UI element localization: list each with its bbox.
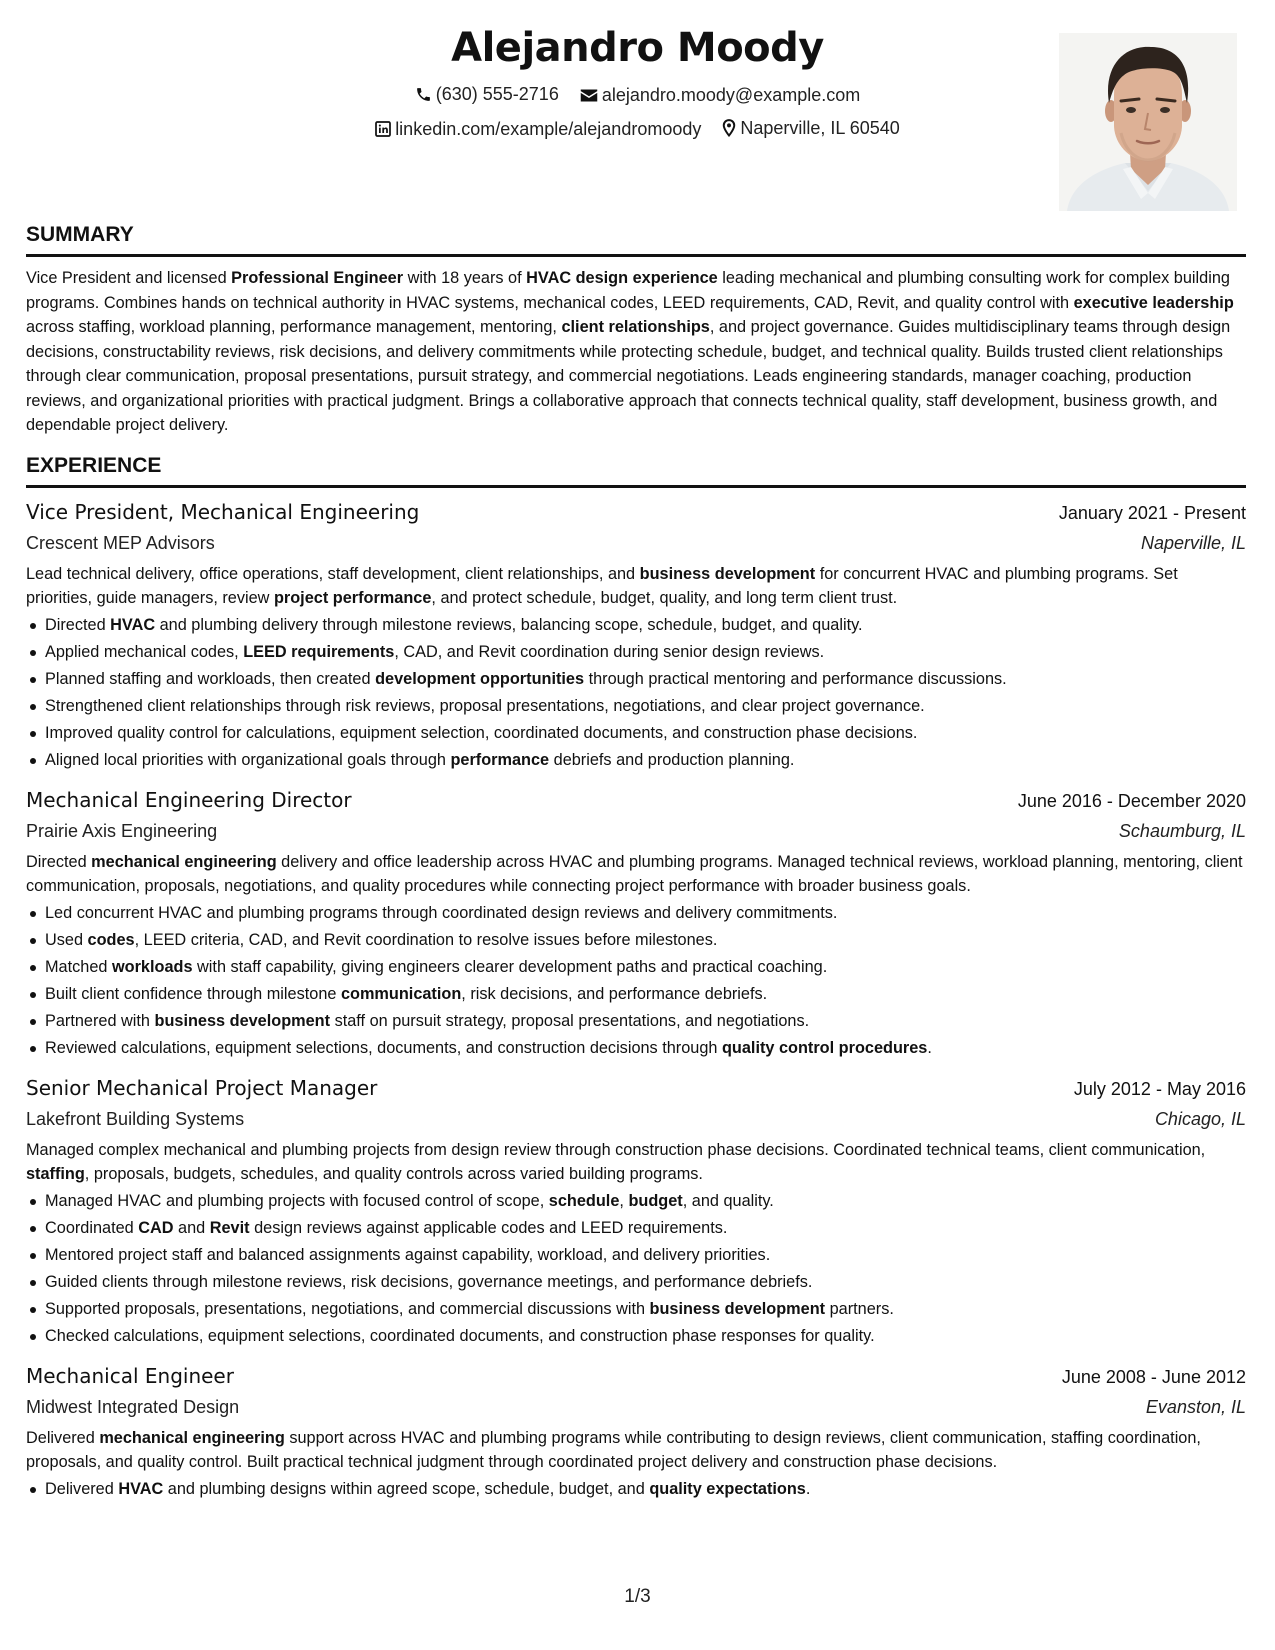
text-segment: Vice President and licensed (26, 269, 232, 287)
job-bullet (26, 639, 1246, 666)
emphasis-text: workloads (111, 957, 193, 976)
emphasis-text: mechanical engineering (99, 1428, 285, 1447)
job-company: Lakefront Building Systems (26, 1108, 245, 1129)
bullet-dot-icon (30, 1253, 36, 1259)
map-pin-icon (722, 119, 736, 137)
job-bullet (26, 1008, 1246, 1035)
location-text: Naperville, IL 60540 (740, 117, 900, 138)
text-segment: , and protect schedule, budget, quality, and long term client trust. (431, 589, 898, 607)
job-subheader (26, 1104, 1246, 1134)
emphasis-text: project performance (273, 589, 432, 607)
summary-divider (26, 254, 1246, 257)
resume-header (300, 22, 975, 142)
emphasis-text: Revit (209, 1218, 250, 1237)
job-header (26, 785, 1246, 816)
profile-photo (1059, 33, 1237, 211)
page-number: 1/3 (624, 1586, 651, 1607)
text-segment: Used (45, 930, 88, 949)
job-title: Mechanical Engineering Director (26, 787, 352, 812)
text-segment: Managed complex mechanical and plumbing projects from design review through construction phase decisions. Coordinated technical teams, client communication, (26, 1140, 1206, 1159)
text-segment: Coordinated (45, 1218, 139, 1237)
contact-line-1 (300, 83, 975, 108)
job-header (26, 1073, 1246, 1104)
job-entry (26, 785, 1246, 1062)
emphasis-text: quality control procedures (721, 1038, 928, 1057)
job-location: Schaumburg, IL (1118, 820, 1246, 841)
job-subheader (26, 528, 1246, 558)
bullet-dot-icon (30, 1199, 36, 1205)
text-segment: Guided clients through milestone reviews, risk decisions, governance meetings, and performance debriefs. (45, 1272, 813, 1291)
resume-body (26, 222, 1246, 1514)
experience-heading: EXPERIENCE (26, 453, 162, 477)
emphasis-text: HVAC (110, 615, 156, 634)
emphasis-text: LEED requirements (243, 642, 395, 661)
text-segment: and plumbing designs within agreed scope, schedule, budget, and (163, 1479, 650, 1498)
text-segment: . (927, 1038, 932, 1057)
job-bullet (26, 1323, 1246, 1350)
bullet-dot-icon (30, 650, 36, 656)
job-bullet (26, 1476, 1246, 1503)
job-company: Crescent MEP Advisors (26, 532, 215, 553)
text-segment: with staff capability, giving engineers clearer development paths and practical coaching. (192, 957, 828, 976)
linkedin-url[interactable]: linkedin.com/example/alejandromoody (395, 118, 702, 139)
text-segment: Applied mechanical codes, (45, 642, 244, 661)
text-segment: across staffing, workload planning, performance management, mentoring, (26, 318, 562, 336)
bullet-dot-icon (30, 677, 36, 683)
job-bullet (26, 927, 1246, 954)
job-bullet-list (26, 1476, 1246, 1503)
text-segment: Directed (26, 852, 92, 871)
contact-location (722, 117, 899, 139)
text-segment: staff on pursuit strategy, proposal presentations, and negotiations. (330, 1011, 810, 1030)
job-dates: July 2012 - May 2016 (1073, 1078, 1246, 1099)
job-company: Prairie Axis Engineering (26, 820, 218, 841)
job-bullet (26, 693, 1246, 720)
bullet-dot-icon (30, 1019, 36, 1025)
bullet-dot-icon (30, 1307, 36, 1313)
text-segment: design reviews against applicable codes and LEED requirements. (249, 1218, 728, 1237)
text-segment: , and quality. (682, 1191, 774, 1210)
text-segment: , proposals, budgets, schedules, and quality controls across varied building programs. (84, 1165, 703, 1183)
job-title: Vice President, Mechanical Engineering (26, 499, 420, 524)
bullet-dot-icon (30, 938, 36, 944)
contact-line-2 (300, 117, 975, 142)
text-segment: Improved quality control for calculations, equipment selection, coordinated documents, and construction phase decisions. (45, 723, 918, 742)
job-entry (26, 1073, 1246, 1350)
job-bullet (26, 1296, 1246, 1323)
job-entry (26, 497, 1246, 774)
linkedin-icon (375, 121, 391, 137)
job-bullet (26, 612, 1246, 639)
emphasis-text: CAD (138, 1218, 174, 1237)
experience-divider (26, 485, 1246, 488)
job-dates: June 2016 - December 2020 (1017, 790, 1246, 811)
text-segment: , risk decisions, and performance debriefs. (461, 984, 768, 1003)
job-header (26, 497, 1246, 528)
text-segment: for concurrent HVAC and plumbing programs. Set priorities, guide managers, review (26, 564, 1178, 607)
job-dates: June 2008 - June 2012 (1061, 1366, 1246, 1387)
job-bullet (26, 666, 1246, 693)
bullet-dot-icon (30, 1046, 36, 1052)
job-location: Chicago, IL (1154, 1108, 1246, 1129)
summary-heading: SUMMARY (26, 223, 134, 246)
text-segment: Checked calculations, equipment selections, coordinated documents, and construction phase responses for quality. (45, 1326, 875, 1345)
emphasis-text: performance (450, 750, 550, 769)
emphasis-text: staffing (26, 1165, 85, 1183)
envelope-icon (580, 88, 598, 103)
text-segment: Planned staffing and workloads, then created (45, 669, 376, 688)
text-segment: Reviewed calculations, equipment selections, documents, and construction decisions through (45, 1038, 722, 1057)
text-segment: Supported proposals, presentations, negotiations, and commercial discussions with (45, 1299, 650, 1318)
bullet-dot-icon (30, 965, 36, 971)
bullet-dot-icon (30, 731, 36, 737)
contact-linkedin[interactable] (375, 118, 701, 140)
job-entry (26, 1361, 1246, 1503)
text-segment: Mentored project staff and balanced assignments against capability, workload, and delivery priorities. (45, 1245, 771, 1264)
job-company: Midwest Integrated Design (26, 1396, 240, 1417)
emphasis-text: business development (639, 564, 816, 583)
job-bullet-list (26, 612, 1246, 774)
text-segment: Strengthened client relationships through risk reviews, proposal presentations, negotiations, and clear project governance. (45, 696, 925, 715)
emphasis-text: budget (628, 1191, 683, 1210)
text-segment: Aligned local priorities with organizational goals through (45, 750, 451, 769)
text-segment: partners. (825, 1299, 894, 1318)
text-segment: , LEED criteria, CAD, and Revit coordination to resolve issues before milestones. (134, 930, 718, 949)
job-title: Senior Mechanical Project Manager (26, 1075, 378, 1100)
emphasis-text: codes (87, 930, 135, 949)
job-bullet (26, 747, 1246, 774)
text-segment: Lead technical delivery, office operations, staff development, client relationships, and (26, 564, 640, 583)
contact-email[interactable] (580, 84, 860, 106)
emphasis-text: HVAC design experience (526, 269, 718, 287)
emphasis-text: business development (154, 1011, 331, 1030)
text-segment: Partnered with (45, 1011, 155, 1030)
emphasis-text: development opportunities (375, 669, 585, 688)
text-segment: Matched (45, 957, 112, 976)
job-bullet (26, 1188, 1246, 1215)
text-segment: , CAD, and Revit coordination during senior design reviews. (394, 642, 825, 661)
job-subheader (26, 816, 1246, 846)
emphasis-text: business development (649, 1299, 826, 1318)
phone-icon (415, 86, 432, 103)
job-title: Mechanical Engineer (26, 1363, 234, 1388)
text-segment: and plumbing delivery through milestone reviews, balancing scope, schedule, budget, and quality. (155, 615, 863, 634)
job-description (26, 850, 1246, 899)
text-segment: debriefs and production planning. (549, 750, 795, 769)
text-segment: and (173, 1218, 210, 1237)
emphasis-text: Professional Engineer (231, 269, 404, 287)
bullet-dot-icon (30, 623, 36, 629)
summary-text (26, 266, 1246, 438)
text-segment: Delivered (26, 1428, 100, 1447)
text-segment: Managed HVAC and plumbing projects with focused control of scope, (45, 1191, 549, 1210)
emphasis-text: executive leadership (1073, 293, 1234, 312)
text-segment: , (619, 1191, 629, 1210)
job-bullet (26, 1269, 1246, 1296)
job-location: Evanston, IL (1145, 1396, 1246, 1417)
bullet-dot-icon (30, 1280, 36, 1286)
bullet-dot-icon (30, 1487, 36, 1493)
bullet-dot-icon (30, 1334, 36, 1340)
bullet-dot-icon (30, 1226, 36, 1232)
job-bullet (26, 900, 1246, 927)
text-segment: Built client confidence through milestone (45, 984, 341, 1003)
job-header (26, 1361, 1246, 1392)
emphasis-text: mechanical engineering (91, 852, 277, 871)
job-bullet (26, 981, 1246, 1008)
job-bullet-list (26, 1188, 1246, 1350)
job-description (26, 1138, 1246, 1187)
bullet-dot-icon (30, 992, 36, 998)
emphasis-text: schedule (548, 1191, 620, 1210)
text-segment: support across HVAC and plumbing programs while contributing to design reviews, client communication, staffing coordination, proposals, and quality control. Built practical technical judgment through coordinated project delivery and construction phase decisions. (26, 1428, 1201, 1471)
candidate-name: Alejandro Moody (451, 25, 824, 71)
job-bullet (26, 954, 1246, 981)
text-segment: Delivered (45, 1479, 119, 1498)
experience-list (26, 497, 1246, 1503)
job-dates: January 2021 - Present (1058, 502, 1246, 523)
emphasis-text: communication (340, 984, 462, 1003)
text-segment: through practical mentoring and performance discussions. (584, 669, 1007, 688)
text-segment: . (805, 1479, 811, 1498)
email-address[interactable]: alejandro.moody@example.com (601, 85, 861, 105)
emphasis-text: HVAC (118, 1479, 164, 1498)
text-segment: Led concurrent HVAC and plumbing programs through coordinated design reviews and delivery commitments. (45, 903, 838, 922)
bullet-dot-icon (30, 758, 36, 764)
job-bullet (26, 1242, 1246, 1269)
text-segment: Directed (45, 615, 111, 634)
emphasis-text: quality expectations (649, 1479, 806, 1498)
job-bullet (26, 1035, 1246, 1062)
bullet-dot-icon (30, 911, 36, 917)
text-segment: with 18 years of (403, 269, 527, 287)
text-segment: leading mechanical and plumbing consulting work for complex building programs. Combines hands on technical authority in HVAC systems, mechanical codes, LEED requirements, CAD, Revit, and quality control with (26, 269, 1230, 312)
emphasis-text: client relationships (561, 318, 710, 336)
job-subheader (26, 1392, 1246, 1422)
job-bullet (26, 720, 1246, 747)
text-segment: delivery and office leadership across HVAC and plumbing programs. Managed technical reviews, workload planning, mentoring, client communication, proposals, negotiations, and quality procedures while connecting project performance with broader business goals. (26, 852, 1243, 895)
job-description (26, 562, 1246, 611)
bullet-dot-icon (30, 704, 36, 710)
text-segment: , and project governance. Guides multidisciplinary teams through design decisions, constructability reviews, risk decisions, and delivery commitments while protecting schedule, budget, and technical quality. Builds trusted client relationships through clear communication, proposal presentations, pursuit strategy, and commercial negotiations. Leads engineering standards, manager coaching, production reviews, and organizational priorities with practical judgment. Brings a collaborative approach that connects technical quality, staff development, business growth, and dependable project delivery. (26, 318, 1231, 434)
job-bullet-list (26, 900, 1246, 1062)
job-bullet (26, 1215, 1246, 1242)
phone-number: (630) 555-2716 (435, 84, 559, 104)
contact-phone (415, 83, 559, 105)
job-description (26, 1426, 1246, 1475)
job-location: Naperville, IL (1140, 532, 1246, 553)
